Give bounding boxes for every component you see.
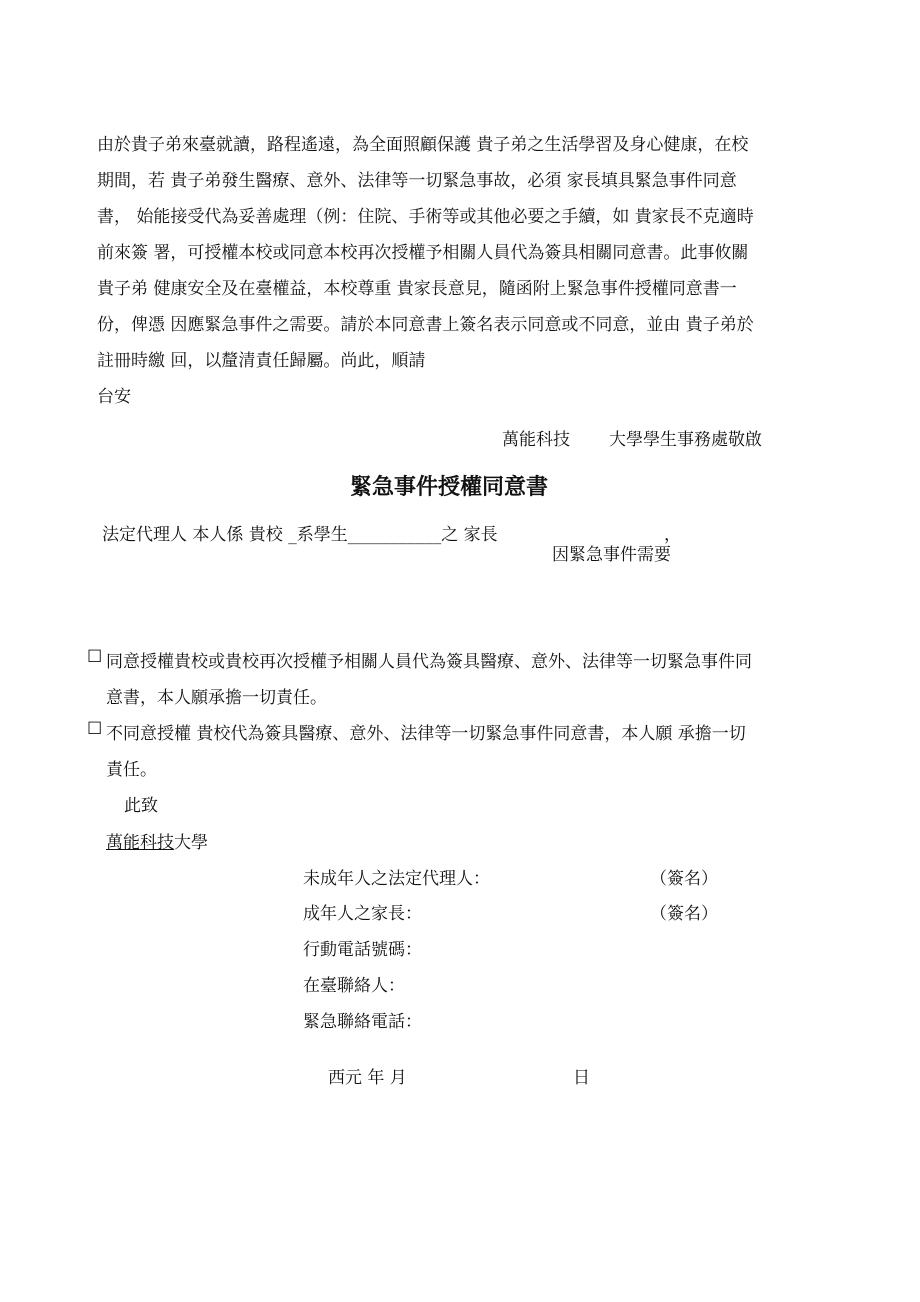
checkbox-disagree[interactable]: ☐ [87, 719, 103, 739]
field-label: 行動電話號碼： [303, 940, 422, 960]
form-title: 緊急事件授權同意書 [350, 475, 549, 500]
recipient-suffix: 大學 [174, 833, 208, 853]
letter-line: 由於貴子弟來臺就讀，路程遙遠，為全面照顧保護 貴子弟之生活學習及身心健康，在校 [97, 135, 749, 155]
letter-line: 前來簽 署，可授權本校或同意本校再次授權予相關人員代為簽具相關同意書。此事攸關 [97, 243, 749, 263]
letter-line: 書， 始能接受代為妥善處理（例：住院、手術等或其他必要之手續，如 貴家長不克適時 [97, 207, 754, 227]
field-label: 緊急聯絡電話： [303, 1012, 422, 1032]
letter-line: 註冊時繳 回，以釐清責任歸屬。尚此，順請 [97, 351, 426, 371]
closing: 此致 [124, 796, 158, 816]
field-label: 未成年人之法定代理人： [303, 869, 490, 889]
option-text: 不同意授權 貴校代為簽具醫療、意外、法律等一切緊急事件同意書，本人願 承擔一切 [106, 724, 746, 744]
field-label: 成年人之家長： [303, 904, 422, 924]
recipient-school: 萬能科技 [106, 833, 174, 853]
field-label: 在臺聯絡人： [303, 976, 405, 996]
guardian-statement: 法定代理人 本人係 貴校 _系學生___________之 家長 [102, 525, 498, 545]
greeting: 台安 [97, 387, 131, 407]
statement-comma: ， [664, 525, 681, 545]
signoff-school: 萬能科技 [502, 430, 570, 450]
option-text: 同意授權貴校或貴校再次授權予相關人員代為簽具醫療、意外、法律等一切緊急事件同 [106, 652, 752, 672]
date-day: 日 [573, 1068, 590, 1088]
letter-line: 期間，若 貴子弟發生醫療、意外、法律等一切緊急事故，必須 家長填具緊急事件同意 [97, 171, 737, 191]
letter-line: 份，俾憑 因應緊急事件之需要。請於本同意書上簽名表示同意或不同意，並由 貴子弟於 [97, 315, 754, 335]
recipient [106, 828, 208, 853]
signature-mark: （簽名） [650, 869, 718, 889]
option-text: 責任。 [106, 760, 157, 780]
letter-line: 貴子弟 健康安全及在臺權益，本校尊重 貴家長意見，隨函附上緊急事件授權同意書一 [97, 279, 737, 299]
option-text: 意書，本人願承擔一切責任。 [106, 688, 327, 708]
emergency-reason: 因緊急事件需要 [552, 545, 671, 565]
signature-mark: （簽名） [650, 904, 718, 924]
signoff-office: 大學學生事務處敬啟 [609, 430, 762, 450]
checkbox-agree[interactable]: ☐ [87, 647, 103, 667]
date-prefix: 西元 年 月 [328, 1068, 407, 1088]
